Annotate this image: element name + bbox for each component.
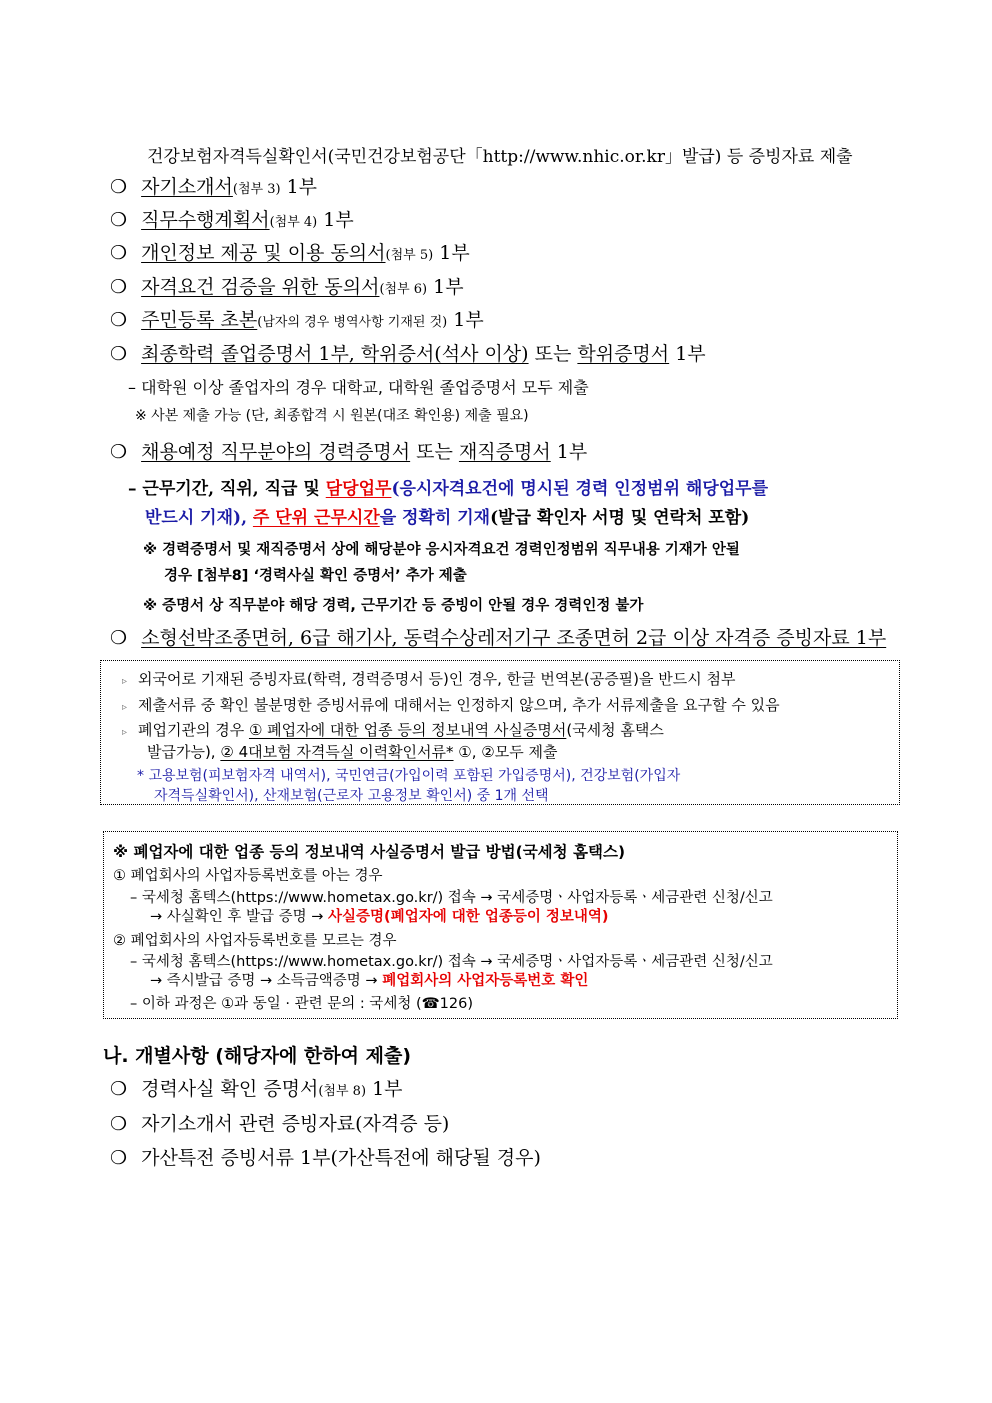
item-rest: 1부 <box>427 276 464 298</box>
career-note1a: ※ 경력증명서 및 재직증명서 상에 해당분야 응시자격요건 경력인정범위 직무내용 기재가 안될 <box>143 542 740 558</box>
item-title: 가산특전 증빙서류 1부(가산특전에 해당될 경우) <box>141 1147 541 1169</box>
list-item <box>110 172 317 199</box>
item-rest: 1부 <box>317 209 354 231</box>
career-note1b: 경우 [첨부8] ‘경력사실 확인 증명서’ 추가 제출 <box>164 568 467 584</box>
license-item <box>110 623 886 650</box>
notice-text: (국세청 홈택스 <box>566 721 664 739</box>
notice-footnote: * 고용보험(피보험자격 내역서), 국민연금(가입이력 포함된 가입증명서), 건강보험(가입자 <box>137 768 681 784</box>
license-text: 소형선박조종면허, 6급 해기사, 동력수상레저기구 조종면허 2급 이상 자격증 증빙자료 1부 <box>141 627 887 649</box>
notice-underlined: ① 폐업자에 대한 업종 등의 정보내역 사실증명서 <box>248 721 567 739</box>
degree-count: 1부 <box>669 343 706 365</box>
list-item <box>110 305 484 332</box>
duty-highlight: 담당업무 <box>325 479 392 499</box>
method-step: – 국세청 홈텍스(https://www.hometax.go.kr/) 접속 → 국세증명ㆍ사업자등록ㆍ세금관련 신청/신고 <box>130 954 773 970</box>
notice-text: ①, ②모두 제출 <box>453 743 558 761</box>
item-note: (첨부 8) <box>318 1084 367 1099</box>
item-title: 주민등록 초본 <box>141 309 258 331</box>
method-highlight: 폐업회사의 사업자등록번호 확인 <box>382 973 589 989</box>
bullet-icon: ❍ <box>110 1113 128 1135</box>
bullet-icon: ❍ <box>110 1078 128 1100</box>
degree-note: ※ 사본 제출 가능 (단, 최종합격 시 원본(대조 확인용) 제출 필요) <box>135 408 529 424</box>
career-title: 채용예정 직무분야의 경력증명서 <box>141 441 411 463</box>
degree-sub: – 대학원 이상 졸업자의 경우 대학교, 대학원 졸업증명서 모두 제출 <box>128 378 589 397</box>
career-text: (발급 확인자 서명 및 연락처 포함) <box>490 508 750 528</box>
list-item <box>110 1074 403 1101</box>
notice-text: 발급가능), <box>147 743 221 761</box>
item-note: (첨부 5) <box>385 248 434 263</box>
career-note2: ※ 증명서 상 직무분야 해당 경력, 근무기간 등 증빙이 안될 경우 경력인정 불가 <box>143 598 644 614</box>
bullet-icon: ❍ <box>110 441 128 463</box>
method-text: → 즉시발급 증명 → 소득금액증명 → <box>150 973 383 989</box>
item-note: (첨부 3) <box>232 182 281 197</box>
bullet-icon: ❍ <box>110 209 128 231</box>
list-item <box>110 1109 449 1136</box>
hours-note: 을 정확히 기재 <box>379 508 491 528</box>
item-rest: 1부 <box>433 242 470 264</box>
notice-underlined: ② 4대보험 자격득실 이력확인서류* <box>220 743 454 761</box>
item-title: 직무수행계획서 <box>141 209 270 231</box>
notice-text: 폐업기관의 경우 <box>138 721 249 739</box>
method-highlight: 사실증명(폐업자에 대한 업종등이 정보내역) <box>328 909 609 925</box>
bullet-icon: ❍ <box>110 242 128 264</box>
method-step <box>150 969 588 990</box>
intro-line: 건강보험자격득실확인서(국민건강보험공단「http://www.nhic.or.kr」발급) 등 증빙자료 제출 <box>147 147 853 167</box>
duty-note: (응시자격요건에 명시된 경력 인정범위 해당업무를 <box>391 479 769 499</box>
triangle-icon: ▹ <box>122 727 128 738</box>
notice-line <box>122 694 780 715</box>
career-line1 <box>128 474 768 499</box>
notice-text: 외국어로 기재된 증빙자료(학력, 경력증명서 등)인 경우, 한글 번역본(공증필)을 반드시 첨부 <box>138 670 736 688</box>
degree-cert: 학위증명서 <box>577 343 670 365</box>
method-text: → 사실확인 후 발급 증명 → <box>150 909 329 925</box>
notice-line <box>122 719 664 740</box>
item-rest: 1부 <box>366 1078 403 1100</box>
section-heading: 나. 개별사항 (해당자에 한하여 제출) <box>103 1045 412 1067</box>
item-title: 개인정보 제공 및 이용 동의서 <box>141 242 386 264</box>
bullet-icon: ❍ <box>110 343 128 365</box>
item-rest: 1부 <box>447 309 484 331</box>
bullet-icon: ❍ <box>110 627 128 649</box>
triangle-icon: ▹ <box>122 702 128 713</box>
item-title: 자기소개서 <box>141 176 233 198</box>
list-item <box>110 1143 541 1170</box>
method-contact: – 이하 과정은 ①과 동일 · 관련 문의 : 국세청 (☎126) <box>130 996 473 1012</box>
notice-line <box>122 668 736 689</box>
method-title: ※ 폐업자에 대한 업종 등의 정보내역 사실증명서 발급 방법(국세청 홈택스) <box>113 843 626 861</box>
item-title: 경력사실 확인 증명서 <box>141 1078 319 1100</box>
item-title: 자격요건 검증을 위한 동의서 <box>141 276 380 298</box>
bullet-icon: ❍ <box>110 176 128 198</box>
duty-note: 반드시 기재), <box>145 508 247 528</box>
triangle-icon: ▹ <box>122 676 128 687</box>
career-text: – 근무기간, 직위, 직급 및 <box>128 479 326 499</box>
item-rest: 1부 <box>280 176 318 198</box>
notice-footnote: 자격득실확인서), 산재보험(근로자 고용정보 확인서) 중 1개 선택 <box>154 788 549 804</box>
item-note: (남자의 경우 병역사항 기재된 것) <box>257 315 448 330</box>
notice-text: 제출서류 중 확인 불분명한 증빙서류에 대해서는 인정하지 않으며, 추가 서류제출을 요구할 수 있음 <box>138 696 780 714</box>
list-item <box>110 272 464 299</box>
method-step: – 국세청 홈텍스(https://www.hometax.go.kr/) 접속 → 국세증명ㆍ사업자등록ㆍ세금관련 신청/신고 <box>130 890 773 906</box>
career-count: 1부 <box>550 441 588 463</box>
item-title: 자기소개서 관련 증빙자료(자격증 등) <box>141 1113 450 1135</box>
item-note: (첨부 4) <box>269 215 318 230</box>
method-step <box>150 905 609 926</box>
career-cert: 재직증명서 <box>458 441 551 463</box>
career-or: 또는 <box>410 441 459 463</box>
career-line2 <box>145 503 749 528</box>
method-case: ① 폐업회사의 사업자등록번호를 아는 경우 <box>113 868 383 884</box>
career-item <box>110 437 587 464</box>
list-item <box>110 238 470 265</box>
method-case: ② 폐업회사의 사업자등록번호를 모르는 경우 <box>113 933 397 949</box>
list-item <box>110 205 354 232</box>
bullet-icon: ❍ <box>110 276 128 298</box>
degree-item <box>110 339 706 366</box>
hours-highlight: 주 단위 근무시간 <box>252 508 380 528</box>
bullet-icon: ❍ <box>110 309 128 331</box>
bullet-icon: ❍ <box>110 1147 128 1169</box>
degree-title: 최종학력 졸업증명서 1부, 학위증서(석사 이상) <box>141 343 529 365</box>
notice-line <box>147 741 557 762</box>
item-note: (첨부 6) <box>379 282 428 297</box>
degree-or: 또는 <box>528 343 578 365</box>
